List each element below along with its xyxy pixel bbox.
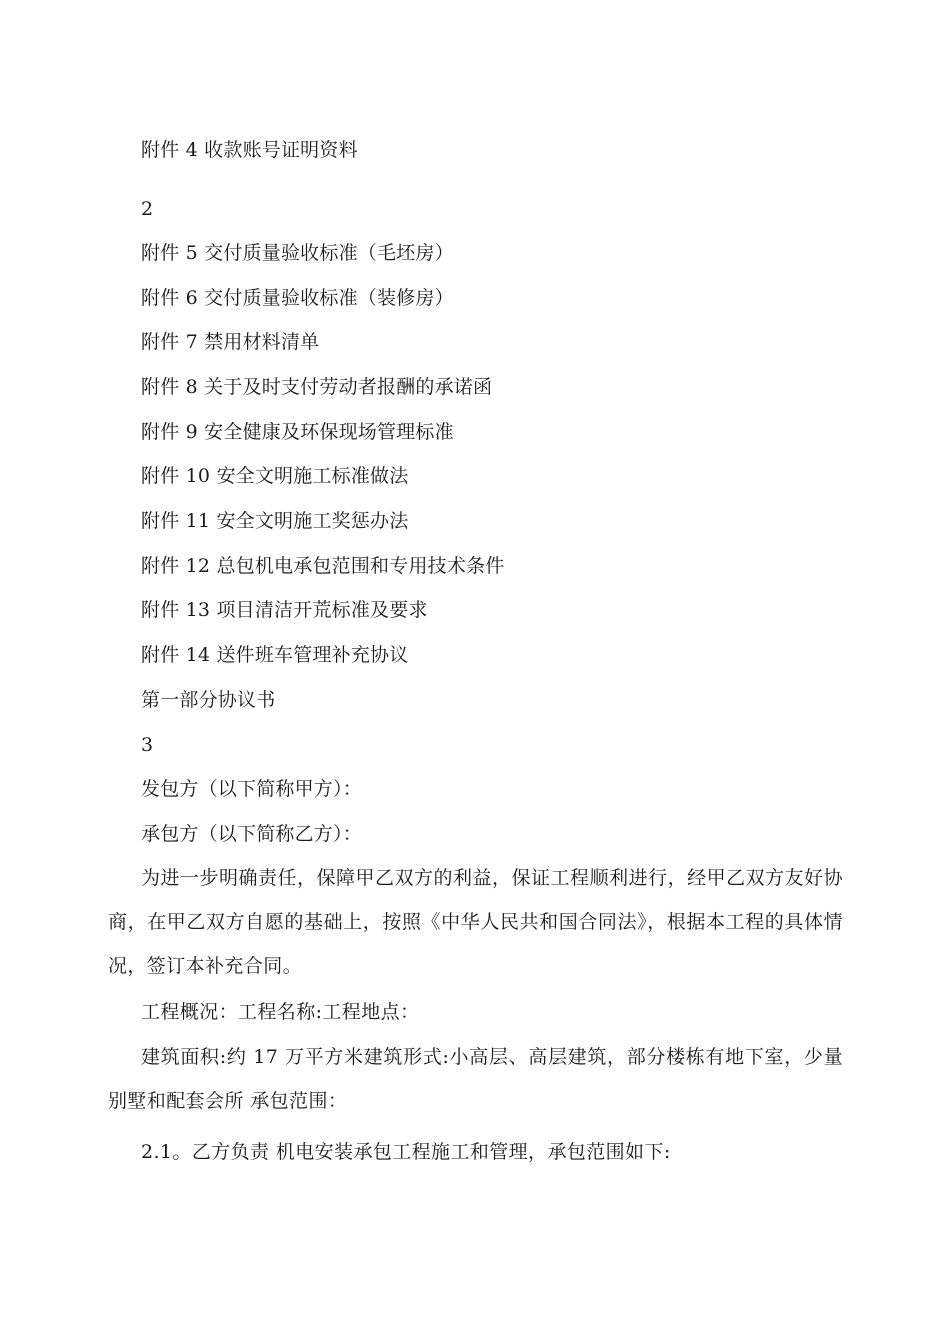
page-number-3: 3 <box>141 734 154 756</box>
preamble-paragraph: 为进一步明确责任，保障甲乙双方的利益，保证工程顺利进行，经甲乙双方友好协商，在甲乙双方自愿的基础上，按照《中华人民共和国合同法》，根据本工程的具体情况，签订本补充合同。 <box>108 867 843 977</box>
attachment-9-line: 附件 9 安全健康及环保现场管理标准 <box>141 421 454 443</box>
attachment-10-line: 附件 10 安全文明施工标准做法 <box>141 465 409 487</box>
employer-line: 发包方（以下简称甲方）： <box>141 778 362 800</box>
attachment-11-line: 附件 11 安全文明施工奖惩办法 <box>141 510 409 532</box>
page-number-2: 2 <box>141 198 154 220</box>
attachment-8-line: 附件 8 关于及时支付劳动者报酬的承诺函 <box>141 376 493 398</box>
attachment-13-line: 附件 13 项目清洁开荒标准及要求 <box>141 599 428 621</box>
attachment-14-line: 附件 14 送件班车管理补充协议 <box>141 644 409 666</box>
attachment-12-line: 附件 12 总包机电承包范围和专用技术条件 <box>141 555 505 577</box>
building-area-paragraph: 建筑面积:约 17 万平方米建筑形式:小高层、高层建筑，部分楼栋有地下室，少量别墅和配套会所 承包范围： <box>108 1046 843 1112</box>
attachment-6-line: 附件 6 交付质量验收标准（装修房） <box>141 287 454 309</box>
scope-paragraph: 2.1。乙方负责 机电安装承包工程施工和管理，承包范围如下: <box>141 1141 671 1163</box>
project-overview-paragraph: 工程概况：工程名称:工程地点： <box>141 1001 420 1023</box>
section-heading: 第一部分协议书 <box>141 689 276 711</box>
attachment-4-line: 附件 4 收款账号证明资料 <box>141 139 358 161</box>
attachment-5-line: 附件 5 交付质量验收标准（毛坯房） <box>141 242 454 264</box>
attachment-7-line: 附件 7 禁用材料清单 <box>141 331 320 353</box>
contractor-line: 承包方（以下简称乙方）： <box>141 823 362 845</box>
